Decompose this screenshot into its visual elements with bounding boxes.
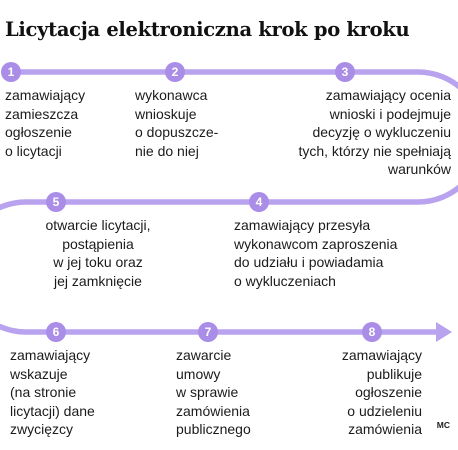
credit-mark: MC [436,420,450,430]
step-3-text: zamawiający ocenia wnioski i podejmuje decyzję o wykluczeniu tych, którzy nie spełniają warunków [298,87,451,177]
step-5-text: otwarcie licytacji, postąpienia w jej toku oraz jej zamknięcie [45,217,151,289]
step-4-badge: 4 [249,192,269,212]
step-7-badge: 7 [198,322,218,342]
step-2-badge: 2 [165,62,185,82]
diagram-title: Licytacja elektroniczna krok po kroku [5,18,410,41]
step-6-text: zamawiający wskazuje (na stronie licytacji) dane zwycięzcy [10,347,95,437]
step-8-badge: 8 [362,322,382,342]
step-1-badge: 1 [1,62,21,82]
step-5-badge: 5 [46,192,66,212]
step-2-text: wykonawca wnioskuje o dopuszcze- nie do niej [135,87,219,159]
step-3-badge: 3 [335,62,355,82]
step-1-text: zamawiający zamieszcza ogłoszenie o licytacji [5,87,86,159]
track-arrowhead [436,322,452,342]
step-6-badge: 6 [46,322,66,342]
step-7-text: zawarcie umowy w sprawie zamówienia publicznego [176,347,251,437]
step-8-text: zamawiający publikuje ogłoszenie o udzieleniu zamówienia [341,347,422,437]
step-4-text: zamawiający przesyła wykonawcom zaproszenia do udziału i powiadamia o wykluczeniach [234,217,398,289]
